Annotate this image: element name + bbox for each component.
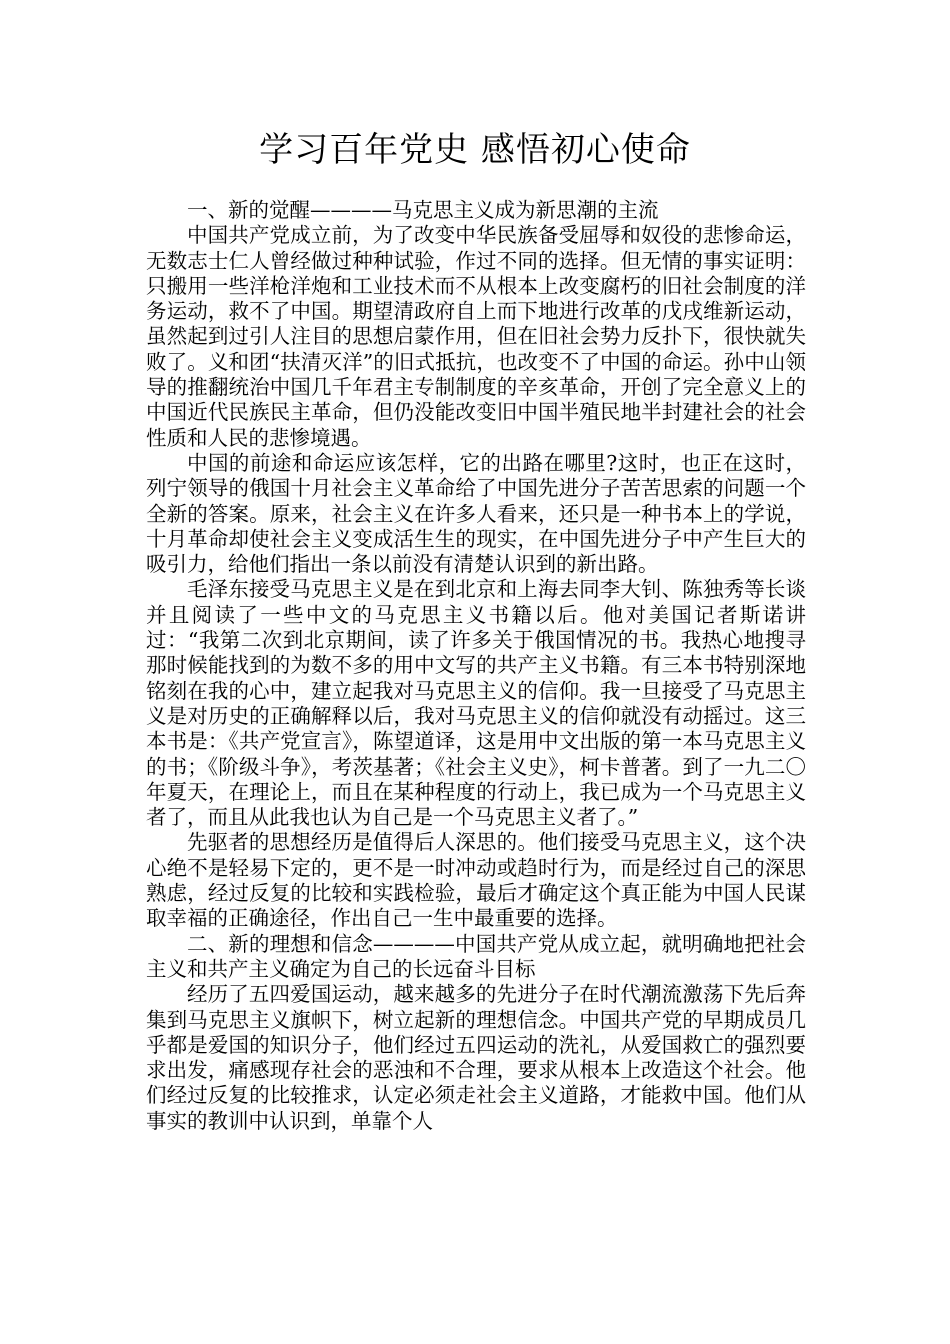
- body-paragraph: 经历了五四爱国运动，越来越多的先进分子在时代潮流激荡下先后奔集到马克思主义旗帜下，树立起新的理想信念。中国共产党的早期成员几乎都是爱国的知识分子，他们经过五四运动的洗礼，从爱国救亡的强烈要求出发，痛感现存社会的恶浊和不合理，要求从根本上改造这个社会。他们经过反复的比较推求，认定必须走社会主义道路，才能救中国。他们从事实的教训中认识到，单靠个人: [146, 982, 806, 1133]
- document-title: 学习百年党史 感悟初心使命: [259, 130, 691, 170]
- body-paragraph: 毛泽东接受马克思主义是在到北京和上海去同李大钊、陈独秀等长谈并且阅读了一些中文的马克思主义书籍以后。他对美国记者斯诺讲过：“我第二次到北京期间，读了许多关于俄国情况的书。我热心地搜寻那时候能找到的为数不多的用中文写的共产主义书籍。有三本书特别深地铭刻在我的心中，建立起我对马克思主义的信仰。我一旦接受了马克思主义是对历史的正确解释以后，我对马克思主义的信仰就没有动摇过。这三本书是：《共产党宣言》，陈望道译，这是用中文出版的第一本马克思主义的书；《阶级斗争》，考茨基著；《社会主义史》，柯卡普著。到了一九二〇年夏天，在理论上，而且在某种程度的行动上，我已成为一个马克思主义者了，而且从此我也认为自己是一个马克思主义者了。”: [146, 577, 806, 830]
- document-body: [146, 198, 806, 1134]
- body-paragraph: 中国的前途和命运应该怎样，它的出路在哪里?这时，也正在这时，列宁领导的俄国十月社会主义革命给了中国先进分子苦苦思索的问题一个全新的答案。原来，社会主义在许多人看来，还只是一种书本上的学说，十月革命却使社会主义变成活生生的现实，在中国先进分子中产生巨大的吸引力，给他们指出一条以前没有清楚认识到的新出路。: [146, 450, 806, 577]
- section-heading-2: 二、新的理想和信念————中国共产党从成立起，就明确地把社会主义和共产主义确定为自己的长远奋斗目标: [146, 931, 806, 981]
- body-paragraph: 中国共产党成立前，为了改变中华民族备受屈辱和奴役的悲惨命运，无数志士仁人曾经做过种种试验，作过不同的选择。但无情的事实证明：只搬用一些洋枪洋炮和工业技术而不从根本上改变腐朽的旧社会制度的洋务运动，救不了中国。期望清政府自上而下地进行改革的戊戌维新运动，虽然起到过引人注目的思想启蒙作用，但在旧社会势力反扑下，很快就失败了。义和团“扶清灭洋”的旧式抵抗，也改变不了中国的命运。孙中山领导的推翻统治中国几千年君主专制制度的辛亥革命，开创了完全意义上的中国近代民族民主革命，但仍没能改变旧中国半殖民地半封建社会的社会性质和人民的悲惨境遇。: [146, 223, 806, 450]
- body-paragraph: 先驱者的思想经历是值得后人深思的。他们接受马克思主义，这个决心绝不是轻易下定的，更不是一时冲动或趋时行为，而是经过自己的深思熟虑，经过反复的比较和实践检验，最后才确定这个真正能为中国人民谋取幸福的正确途径，作出自己一生中最重要的选择。: [146, 830, 806, 931]
- section-heading-1: 一、新的觉醒————马克思主义成为新思潮的主流: [187, 198, 659, 222]
